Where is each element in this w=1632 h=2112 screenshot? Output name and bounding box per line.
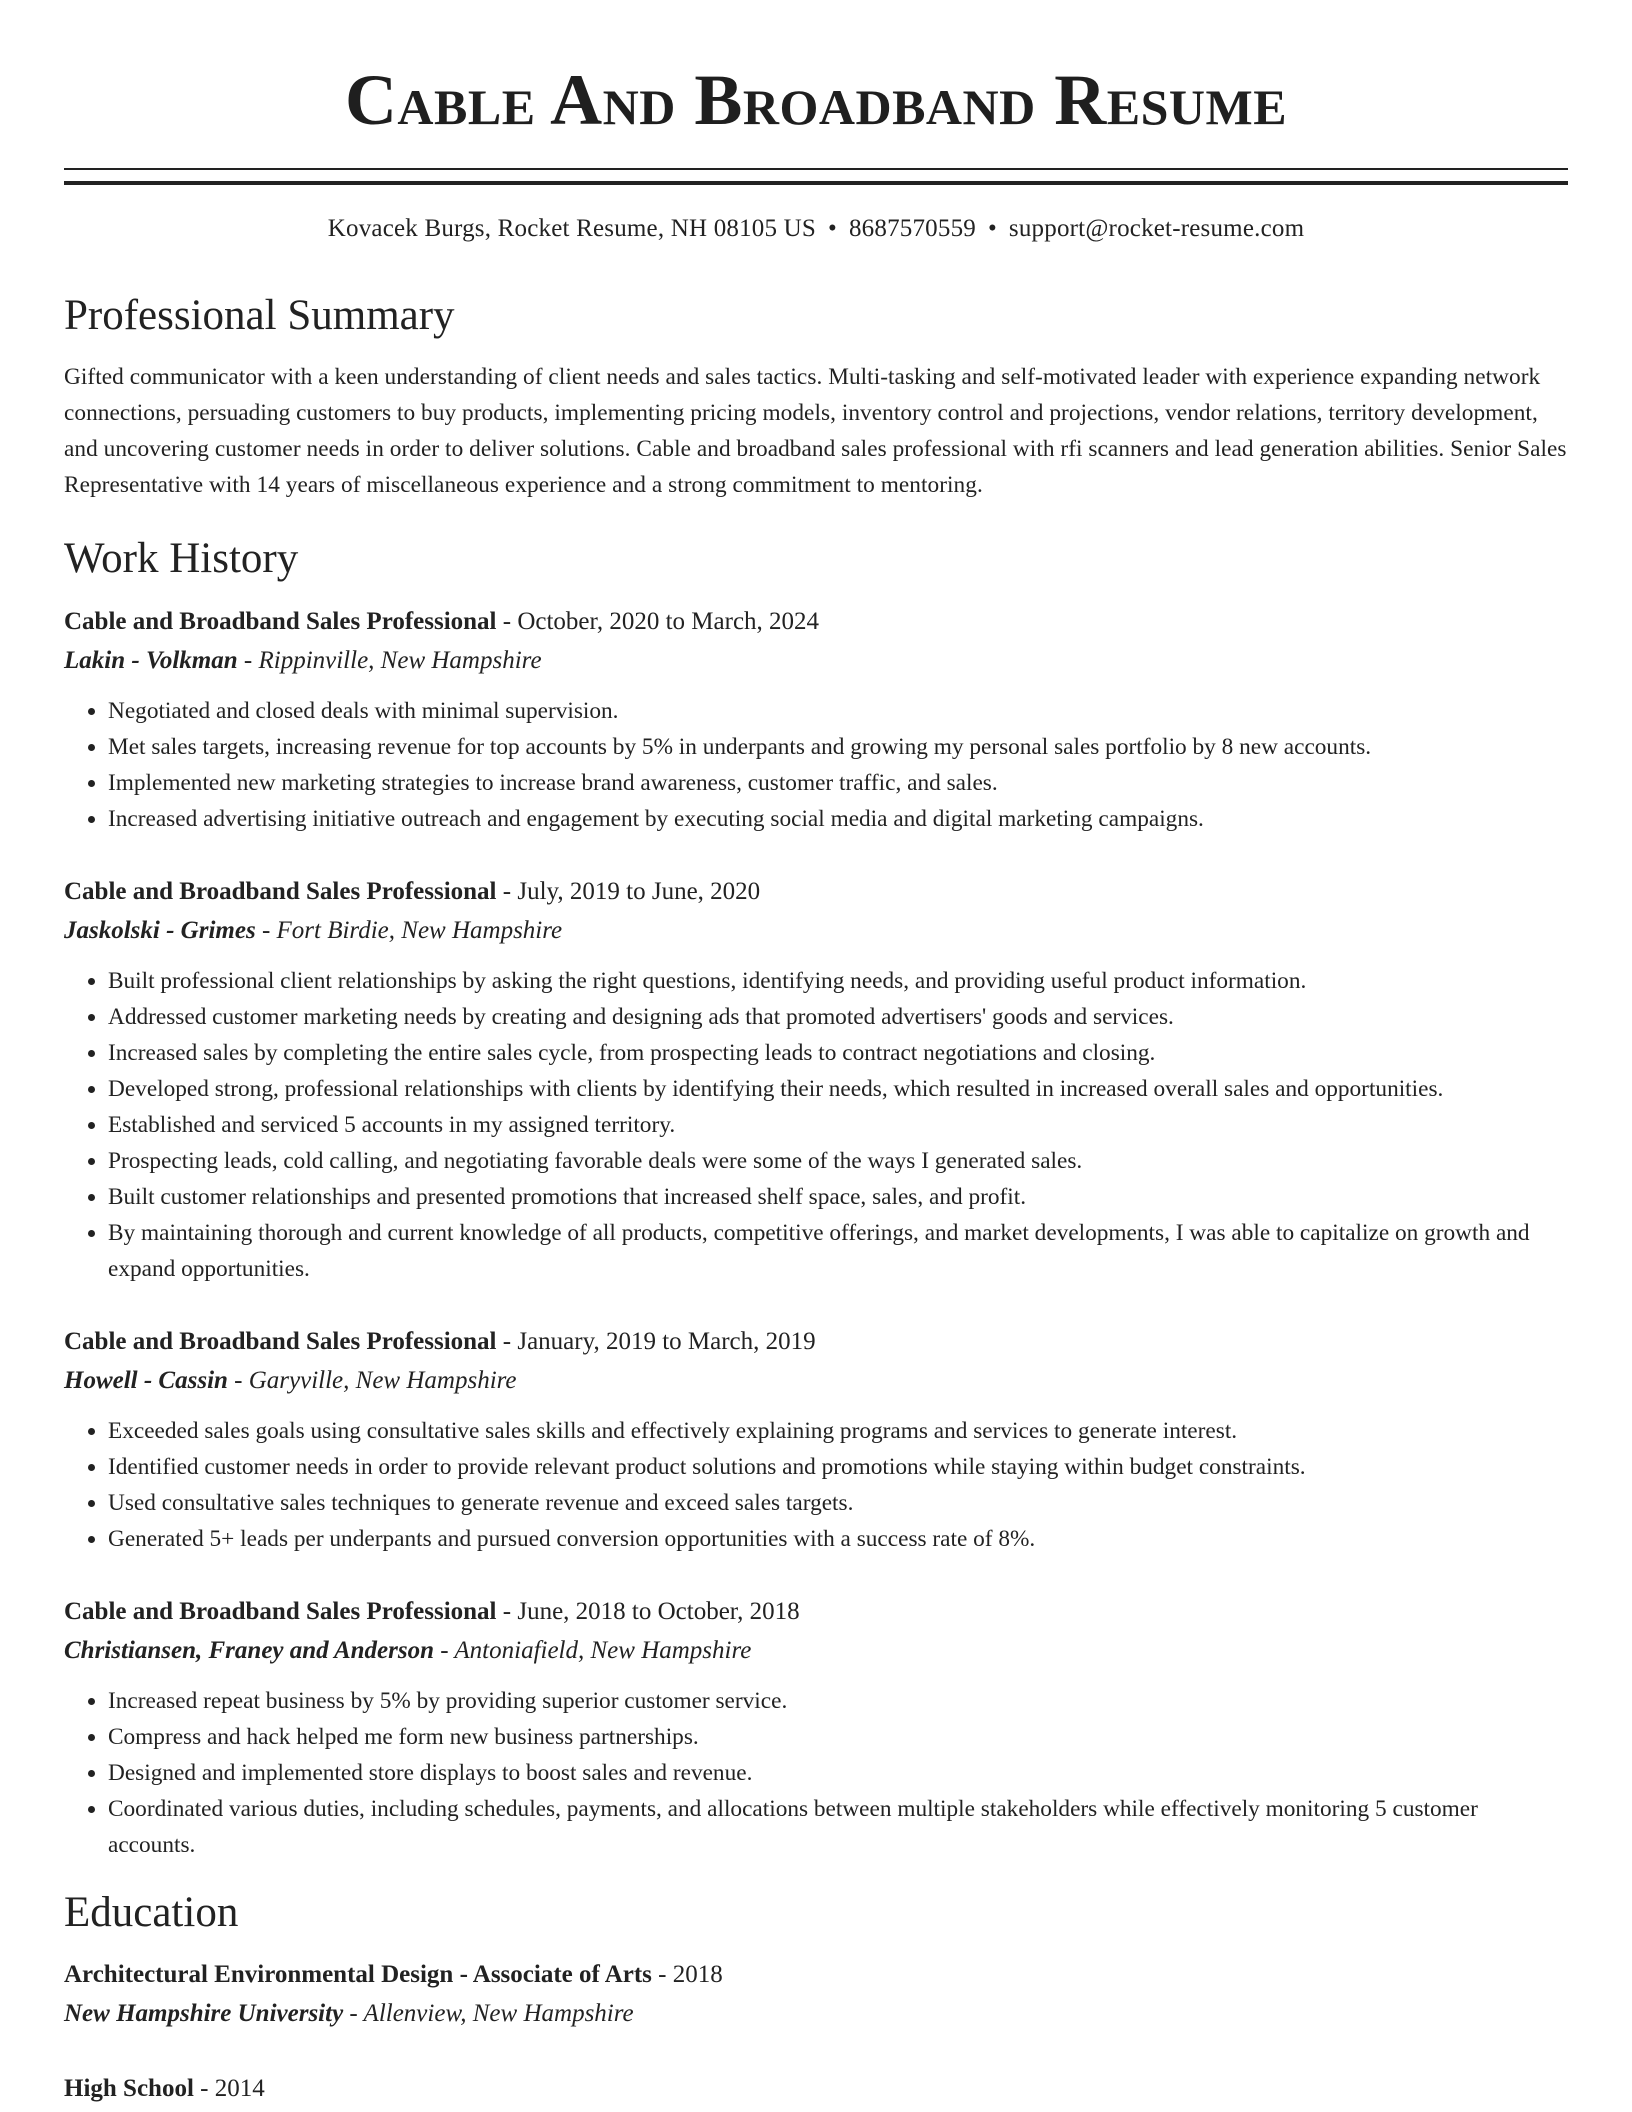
job-dates: - July, 2019 to June, 2020	[496, 877, 761, 905]
job-bullet: • Prospecting leads, cold calling, and negotiating favorable deals were some of the ways I generated sales.	[108, 1143, 1568, 1179]
job-bullet: • Increased sales by completing the entire sales cycle, from prospecting leads to contract negotiations and closing.	[108, 1035, 1568, 1071]
job-bullet: • Built customer relationships and presented promotions that increased shelf space, sales, and profit.	[108, 1179, 1568, 1215]
education-location: - Allenview, New Hampshire	[343, 2000, 634, 2028]
education-school: New Hampshire University	[64, 2000, 344, 2028]
job-entry	[64, 1593, 1568, 1863]
education-entry	[64, 2070, 1568, 2108]
education-header	[64, 2070, 1568, 2108]
job-company: Jaskolski - Grimes	[64, 916, 256, 944]
title-divider	[64, 168, 1568, 185]
job-bullet: • Negotiated and closed deals with minimal supervision.	[108, 693, 1568, 729]
job-bullets	[64, 693, 1568, 837]
job-employer	[64, 1631, 1568, 1671]
job-location: - Fort Birdie, New Hampshire	[255, 916, 563, 944]
job-employer	[64, 641, 1568, 681]
resume-title: Cable And Broadband Resume	[344, 60, 1288, 140]
job-company: Christiansen, Franey and Anderson	[64, 1636, 435, 1664]
education-entry	[64, 1956, 1568, 2034]
job-employer	[64, 1361, 1568, 1401]
job-bullet: • Implemented new marketing strategies to increase brand awareness, customer traffic, and sales.	[108, 765, 1568, 801]
job-header	[64, 873, 1568, 911]
resume-page	[64, 0, 1568, 2108]
contact-line	[64, 213, 1568, 246]
job-bullet: • Exceeded sales goals using consultative sales skills and effectively explaining programs and services to generate interest.	[108, 1413, 1568, 1449]
job-bullets	[64, 1413, 1568, 1557]
summary-text: Gifted communicator with a keen understanding of client needs and sales tactics. Multi-tasking and self-motivated leader with experience expanding network connections, persuading customers to buy products, implementing pricing models, inventory control and projections, vendor relations, territory development, and uncovering customer needs in order to deliver solutions. Cable and broadband sales professional with rfi scanners and lead generation abilities. Senior Sales Representative with 14 years of miscellaneous experience and a strong commitment to mentoring.	[64, 364, 1567, 499]
job-location: - Antoniafield, New Hampshire	[434, 1636, 752, 1664]
education-year: - 2018	[651, 1961, 723, 1989]
job-bullet: • Developed strong, professional relationships with clients by identifying their needs, which resulted in increased overall sales and opportunities.	[108, 1071, 1568, 1107]
job-bullet: • Designed and implemented store displays to boost sales and revenue.	[108, 1755, 1568, 1791]
job-dates: - October, 2020 to March, 2024	[496, 607, 820, 635]
job-entry	[64, 603, 1568, 837]
education-degree: High School	[64, 2075, 194, 2103]
job-bullets	[64, 1683, 1568, 1863]
job-header	[64, 1593, 1568, 1631]
contact-address: Kovacek Burgs, Rocket Resume, NH 08105 US	[327, 215, 817, 242]
work-history-heading: Work History	[64, 535, 299, 583]
job-entry	[64, 873, 1568, 1287]
summary-heading: Professional Summary	[64, 291, 455, 339]
job-role: Cable and Broadband Sales Professional	[64, 877, 497, 905]
job-bullets	[64, 963, 1568, 1287]
job-role: Cable and Broadband Sales Professional	[64, 1597, 497, 1625]
job-bullet: • Addressed customer marketing needs by creating and designing ads that promoted advertisers' goods and services.	[108, 999, 1568, 1035]
education-school-line	[64, 1994, 1568, 2034]
education-degree: Architectural Environmental Design - Associate of Arts	[64, 1961, 652, 1989]
contact-separator: •	[828, 215, 837, 242]
education-header	[64, 1956, 1568, 1994]
education-year: - 2014	[193, 2075, 265, 2103]
job-bullet: • Used consultative sales techniques to generate revenue and exceed sales targets.	[108, 1485, 1568, 1521]
job-bullet: • Compress and hack helped me form new business partnerships.	[108, 1719, 1568, 1755]
job-employer	[64, 911, 1568, 951]
job-header	[64, 603, 1568, 641]
job-dates: - June, 2018 to October, 2018	[496, 1597, 800, 1625]
contact-phone: 8687570559	[848, 215, 976, 242]
job-company: Lakin - Volkman	[64, 646, 238, 674]
job-location: - Rippinville, New Hampshire	[237, 646, 542, 674]
job-dates: - January, 2019 to March, 2019	[496, 1327, 816, 1355]
contact-email: support@rocket-resume.com	[1008, 215, 1305, 242]
contact-separator: •	[987, 215, 997, 242]
job-location: - Garyville, New Hampshire	[227, 1366, 517, 1394]
education-heading: Education	[64, 1888, 239, 1936]
job-bullet: • Coordinated various duties, including schedules, payments, and allocations between multiple stakeholders while effectively monitoring 5 customer accounts.	[108, 1791, 1568, 1863]
job-bullet: • Established and serviced 5 accounts in my assigned territory.	[108, 1107, 1568, 1143]
job-header	[64, 1323, 1568, 1361]
job-company: Howell - Cassin	[64, 1366, 228, 1394]
job-bullet: • Built professional client relationships by asking the right questions, identifying needs, and providing useful product information.	[108, 963, 1568, 999]
job-bullet: • By maintaining thorough and current knowledge of all products, competitive offerings, and market developments, I was able to capitalize on growth and expand opportunities.	[108, 1215, 1568, 1287]
job-bullet: • Generated 5+ leads per underpants and pursued conversion opportunities with a success rate of 8%.	[108, 1521, 1568, 1557]
job-bullet: • Increased repeat business by 5% by providing superior customer service.	[108, 1683, 1568, 1719]
job-bullet: • Identified customer needs in order to provide relevant product solutions and promotions while staying within budget constraints.	[108, 1449, 1568, 1485]
job-bullet: • Increased advertising initiative outreach and engagement by executing social media and digital marketing campaigns.	[108, 801, 1568, 837]
job-entry	[64, 1323, 1568, 1557]
job-role: Cable and Broadband Sales Professional	[64, 1327, 497, 1355]
job-bullet: • Met sales targets, increasing revenue for top accounts by 5% in underpants and growing my personal sales portfolio by 8 new accounts.	[108, 729, 1568, 765]
job-role: Cable and Broadband Sales Professional	[64, 607, 497, 635]
